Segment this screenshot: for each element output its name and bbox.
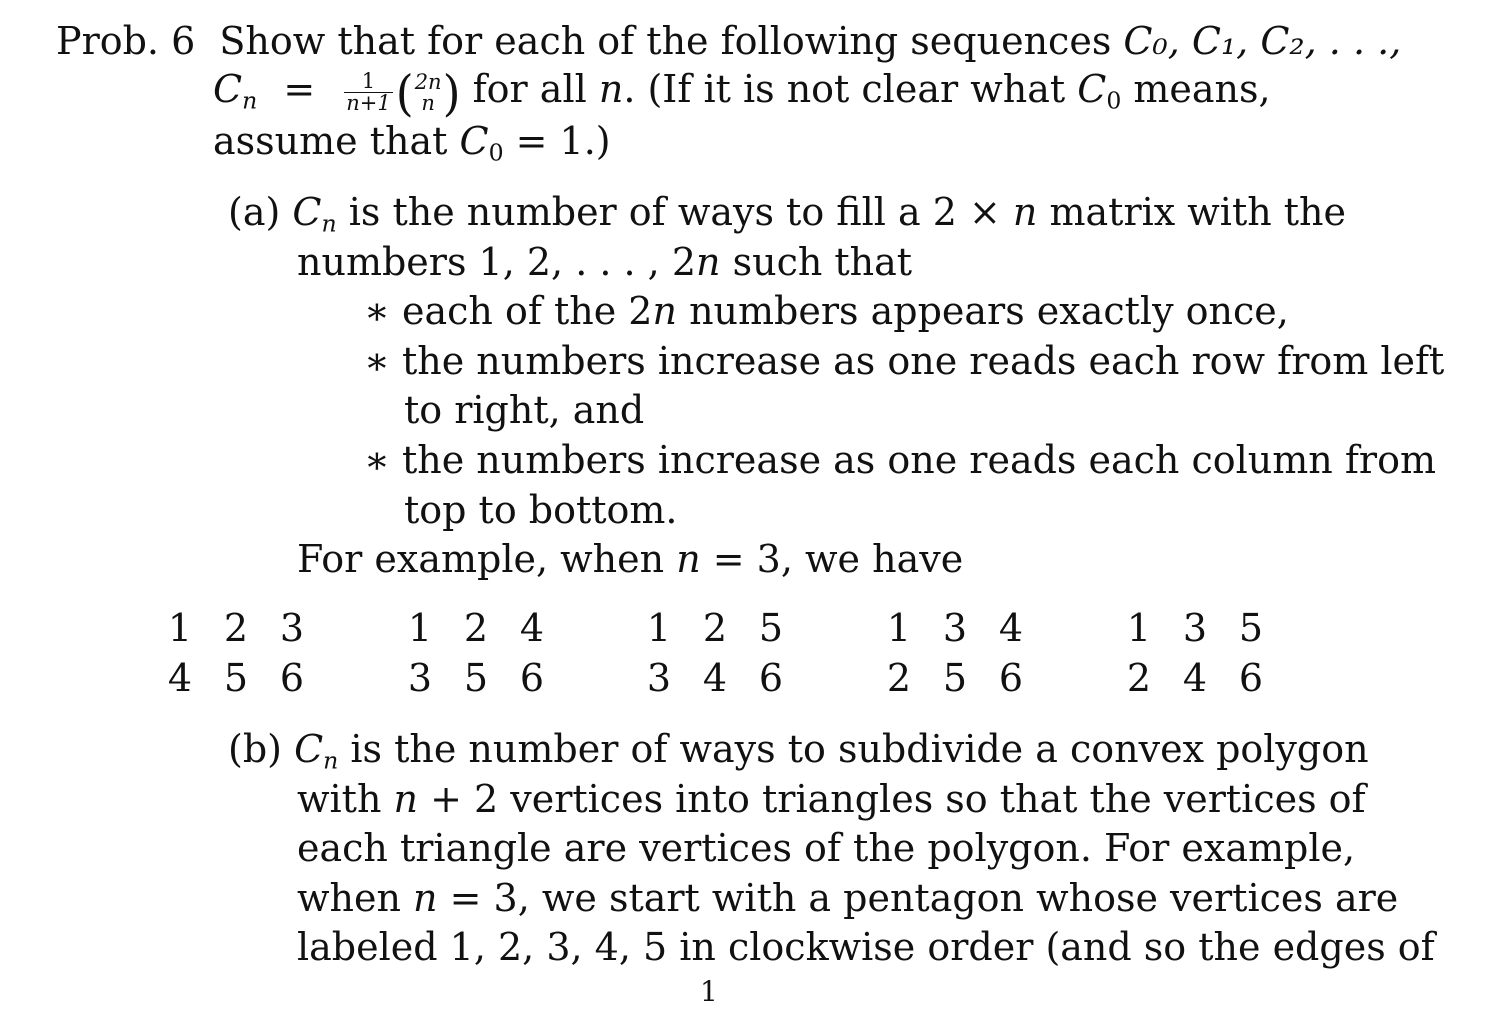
c0-subscript-2: 0 — [488, 138, 504, 167]
bullet-2-text-1: the numbers increase as one reads each row from left — [402, 339, 1445, 383]
bullet-2-text-2: to right, and — [404, 388, 645, 432]
matrix-cell: 4 — [167, 656, 193, 700]
part-b-line-3 — [297, 823, 1355, 873]
def-tail-3: means, — [1121, 67, 1271, 111]
assume-tail: = 1.) — [503, 119, 611, 163]
part-b-text-4a: when — [297, 876, 414, 920]
matrix-cell: 5 — [758, 606, 784, 650]
example-text-b: = 3, we have — [700, 537, 964, 581]
bullet-2 — [364, 336, 1444, 386]
matrix-1 — [152, 603, 320, 703]
matrix-cell: 6 — [758, 656, 784, 700]
part-b-text-2a: with — [297, 777, 394, 821]
matrix-cell: 5 — [223, 656, 249, 700]
matrix-cell: 4 — [702, 656, 728, 700]
bullet-1-text-b: numbers appears exactly once, — [676, 289, 1289, 333]
bullet-3-text-2: top to bottom. — [404, 488, 678, 532]
cn-symbol: C — [213, 67, 243, 111]
binomial-top: 2n — [414, 69, 442, 94]
problem-line-1 — [56, 16, 1401, 66]
c0-symbol: C — [1077, 67, 1107, 111]
part-a-label: (a) — [228, 190, 293, 234]
part-a-text-3: numbers 1, 2, . . . , 2 — [297, 240, 697, 284]
cn-symbol-a: C — [292, 190, 322, 234]
part-b-text-5: labeled 1, 2, 3, 4, 5 in clockwise order (and so the edges of — [297, 925, 1435, 969]
matrix-cell: 1 — [1126, 606, 1152, 650]
binomial: ( 2n n ) — [395, 64, 461, 121]
bullet-2-cont — [404, 385, 644, 435]
part-a-line-2 — [297, 237, 912, 287]
def-tail: for all — [460, 67, 599, 111]
matrix-row-bottom — [152, 653, 320, 703]
matrix-2 — [392, 603, 560, 703]
matrix-row-bottom — [392, 653, 560, 703]
matrix-cell: 1 — [167, 606, 193, 650]
bullet-symbol: ∗ — [364, 289, 390, 333]
equals-sign: = — [271, 67, 328, 111]
matrix-cell: 3 — [407, 656, 433, 700]
part-b-text-4b: = 3, we start with a pentagon whose vertices are — [437, 876, 1399, 920]
matrix-cell: 6 — [519, 656, 545, 700]
matrix-cell: 5 — [463, 656, 489, 700]
matrix-cell: 2 — [886, 656, 912, 700]
bullet-symbol: ∗ — [364, 339, 390, 383]
matrix-cell: 2 — [1126, 656, 1152, 700]
matrix-row-top — [631, 603, 799, 653]
part-b-text-3: each triangle are vertices of the polygon. For example, — [297, 826, 1356, 870]
cn-symbol-b: C — [294, 727, 324, 771]
part-b-line-5 — [297, 922, 1435, 972]
part-a-line-1 — [228, 187, 1346, 237]
var-n: n — [1012, 190, 1038, 234]
matrix-cell: 2 — [702, 606, 728, 650]
sequence-text: C₀, C₁, C₂, . . ., — [1123, 19, 1402, 63]
matrix-cell: 6 — [279, 656, 305, 700]
matrix-cell: 2 — [223, 606, 249, 650]
def-tail-var: n — [598, 67, 624, 111]
var-n: n — [393, 777, 418, 821]
matrix-cell: 3 — [942, 606, 968, 650]
cn-subscript-a: n — [321, 209, 337, 238]
matrix-cell: 4 — [998, 606, 1024, 650]
part-b-line-4 — [297, 873, 1398, 923]
matrix-cell: 6 — [998, 656, 1024, 700]
example-text-a: For example, when — [297, 537, 677, 581]
bullet-symbol: ∗ — [364, 438, 390, 482]
def-tail-2: . (If it is not clear what — [623, 67, 1078, 111]
bullet-3-text-1: the numbers increase as one reads each column from — [402, 438, 1436, 482]
matrix-cell: 1 — [407, 606, 433, 650]
var-n: n — [413, 876, 438, 920]
problem-intro: Show that for each of the following sequences — [219, 19, 1124, 63]
cn-subscript: n — [242, 86, 258, 115]
fraction-numerator: 1 — [344, 71, 392, 93]
matrix-cell: 1 — [886, 606, 912, 650]
part-a-text-1: is the number of ways to fill a 2 × — [336, 190, 1013, 234]
part-a-text-4: such that — [720, 240, 913, 284]
matrix-cell: 1 — [646, 606, 672, 650]
matrix-cell: 2 — [463, 606, 489, 650]
matrix-3 — [631, 603, 799, 703]
problem-line-3 — [213, 116, 611, 166]
matrix-row-top — [1111, 603, 1279, 653]
matrix-cell: 3 — [279, 606, 305, 650]
matrix-cell: 3 — [646, 656, 672, 700]
matrix-4 — [871, 603, 1039, 703]
problem-label: Prob. 6 — [56, 19, 196, 63]
matrix-cell: 5 — [942, 656, 968, 700]
page-number: 1 — [700, 975, 718, 1008]
matrix-cell: 6 — [1238, 656, 1264, 700]
matrix-cell: 3 — [1182, 606, 1208, 650]
matrix-row-bottom — [1111, 653, 1279, 703]
part-b-text-1: is the number of ways to subdivide a convex polygon — [338, 727, 1369, 771]
var-n: n — [676, 537, 701, 581]
assume-text: assume that — [213, 119, 460, 163]
matrix-row-bottom — [631, 653, 799, 703]
var-n: n — [696, 240, 721, 284]
problem-line-2 — [213, 64, 1271, 121]
matrix-row-top — [871, 603, 1039, 653]
c0-subscript: 0 — [1106, 86, 1122, 115]
part-b-line-2 — [297, 774, 1366, 824]
matrix-cell: 5 — [1238, 606, 1264, 650]
part-b-text-2b: + 2 vertices into triangles so that the vertices of — [418, 777, 1366, 821]
binomial-bottom: n — [421, 90, 435, 115]
fraction — [344, 71, 392, 114]
bullet-3-cont — [404, 485, 678, 535]
bullet-3 — [364, 435, 1436, 485]
matrix-row-top — [392, 603, 560, 653]
bullet-1 — [364, 286, 1289, 336]
cn-subscript-b: n — [323, 746, 339, 775]
matrix-row-bottom — [871, 653, 1039, 703]
matrix-5 — [1111, 603, 1279, 703]
part-b-label: (b) — [228, 727, 295, 771]
matrix-row-top — [152, 603, 320, 653]
part-b-line-1 — [228, 724, 1369, 774]
example-line — [297, 534, 963, 584]
bullet-1-text-a: each of the 2 — [402, 289, 653, 333]
c0-symbol-2: C — [459, 119, 489, 163]
fraction-denominator: n+1 — [346, 91, 391, 115]
matrix-cell: 4 — [519, 606, 545, 650]
var-n: n — [652, 289, 677, 333]
matrix-cell: 4 — [1182, 656, 1208, 700]
part-a-text-2: matrix with the — [1037, 190, 1347, 234]
